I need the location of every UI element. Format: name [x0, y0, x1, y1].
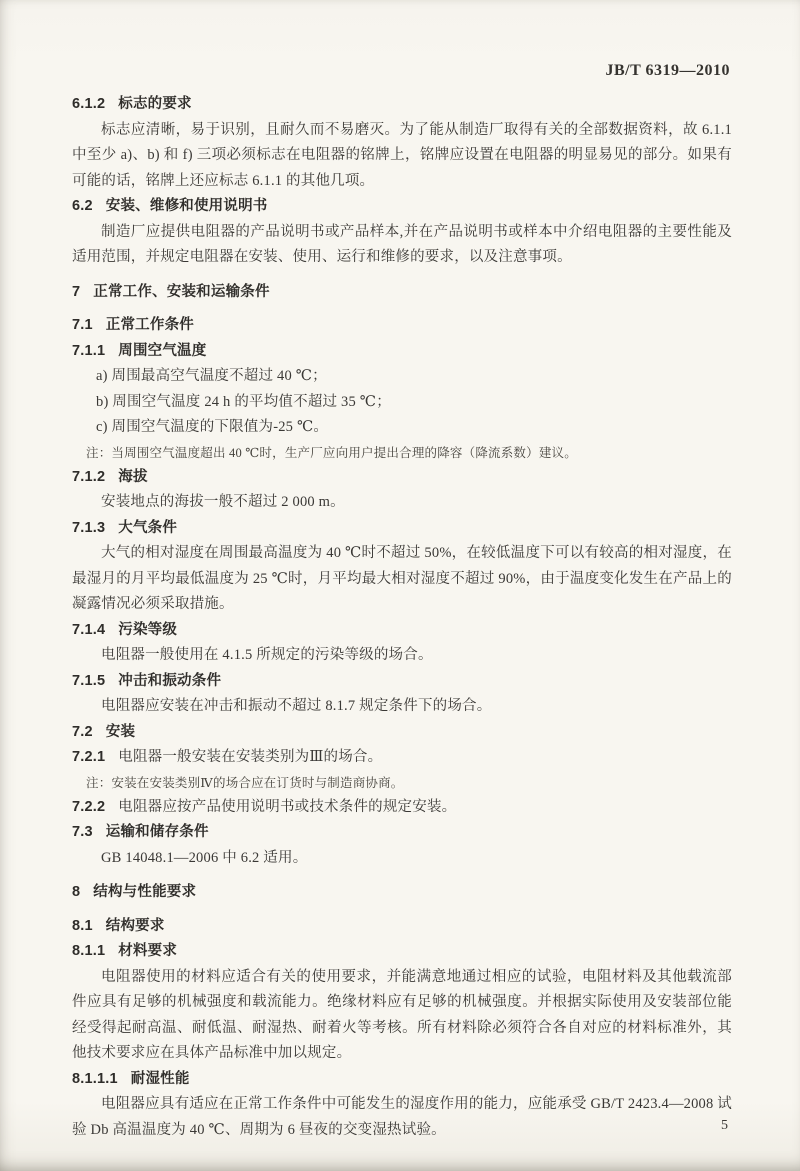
list-item: a) 周围最高空气温度不超过 40 ℃； [96, 368, 327, 384]
clause-number: 8.1.1.1 [72, 1070, 118, 1087]
clause-number: 8 [72, 884, 81, 900]
clause-title: 标志的要求 [118, 96, 192, 112]
clause-heading [72, 313, 732, 339]
clause-number: 7.1.1 [72, 342, 106, 359]
clause-title: 正常工作条件 [105, 317, 194, 333]
clause-title: 电阻器应按产品使用说明书或技术条件的规定安装。 [118, 798, 457, 815]
note: 注：当周围空气温度超出 40 ℃时，生产厂应向用户提出合理的降容（降流系数）建议。 [86, 445, 577, 460]
clause-heading [72, 1067, 732, 1093]
clause-number: 7.3 [72, 824, 93, 840]
clause-title: 电阻器一般安装在安装类别为Ⅲ的场合。 [118, 749, 383, 765]
paragraph: 大气的相对湿度在周围最高温度为 40 ℃时不超过 50%，在较低温度下可以有较高的相对湿度，在最湿月的月平均最低温度为 25 ℃时，月平均最大相对湿度不超过 90%，由于温度变化发生在产品上的凝露情况必须采取措施。 [72, 545, 732, 612]
clause-number: 7.1.3 [72, 519, 106, 536]
paragraph: 电阻器应具有适应在正常工作条件中可能发生的湿度作用的能力，应能承受 GB/T 2423.4—2008 试验 Db 高温温度为 40 ℃、周期为 6 昼夜的交变湿热试验。 [72, 1096, 732, 1138]
clause-number: 7.2.2 [72, 798, 106, 815]
clause-heading [72, 720, 732, 746]
clause-heading [72, 465, 732, 491]
document-content [72, 92, 732, 1143]
clause-number: 6.2 [72, 198, 93, 214]
paragraph: 标志应清晰，易于识别，且耐久而不易磨灭。为了能从制造厂取得有关的全部数据资料，故 6.1.1 中至少 a)、b) 和 f) 三项必须标志在电阻器的铭牌上，铭牌应设置在电阻器的明显易见的部分。如果有可能的话，铭牌上还应标志 6.1.1 的其他几项。 [72, 121, 732, 189]
chapter-heading [72, 280, 732, 306]
clause-heading [72, 92, 732, 118]
clause-title: 材料要求 [118, 943, 178, 959]
clause-paragraph [72, 795, 732, 821]
clause-title: 耐湿性能 [130, 1070, 190, 1087]
clause-title: 海拔 [118, 468, 148, 485]
clause-title: 冲击和振动条件 [118, 672, 222, 689]
page-number: 5 [721, 1118, 728, 1133]
paragraph: GB 14048.1—2006 中 6.2 适用。 [101, 849, 308, 866]
clause-title: 运输和储存条件 [105, 824, 209, 840]
chapter-heading [72, 880, 732, 906]
clause-title: 安装、维修和使用说明书 [105, 198, 268, 214]
paragraph: 电阻器使用的材料应适合有关的使用要求，并能满意地通过相应的试验，电阻材料及其他载流部件应具有足够的机械强度和载流能力。绝缘材料应有足够的机械强度。并根据实际使用及安装部位能经受得起耐高温、耐低温、耐湿热、耐着火等考核。所有材料除必须符合各自对应的材料标准外，其他技术要求应在具体产品标准中加以规定。 [72, 968, 732, 1061]
clause-heading [72, 939, 732, 965]
clause-number: 8.1 [72, 917, 93, 934]
clause-title: 结构要求 [105, 917, 165, 934]
clause-heading [72, 339, 732, 365]
clause-number: 6.1.2 [72, 96, 106, 112]
clause-heading [72, 669, 732, 695]
clause-heading [72, 516, 732, 542]
paragraph: 电阻器应安装在冲击和振动不超过 8.1.7 规定条件下的场合。 [101, 698, 492, 714]
clause-number: 7.1 [72, 317, 93, 333]
clause-heading [72, 914, 732, 940]
clause-number: 7 [72, 283, 81, 300]
list-item: b) 周围空气温度 24 h 的平均值不超过 35 ℃； [96, 393, 391, 410]
clause-heading [72, 194, 732, 220]
list-item: c) 周围空气温度的下限值为-25 ℃。 [96, 419, 329, 435]
clause-title: 安装 [105, 723, 136, 740]
clause-heading [72, 820, 732, 846]
clause-title: 正常工作、安装和运输条件 [93, 283, 270, 300]
clause-title: 大气条件 [118, 519, 178, 536]
standard-number-header: JB/T 6319—2010 [605, 62, 730, 79]
paragraph: 电阻器一般使用在 4.1.5 所规定的污染等级的场合。 [101, 647, 433, 663]
note: 注：安装在安装类别Ⅳ的场合应在订货时与制造商协商。 [86, 775, 404, 790]
clause-number: 7.1.5 [72, 672, 106, 689]
clause-number: 8.1.1 [72, 943, 106, 959]
paragraph: 安装地点的海拔一般不超过 2 000 m。 [101, 494, 345, 510]
clause-number: 7.2 [72, 723, 93, 740]
clause-title: 周围空气温度 [118, 342, 207, 359]
clause-title: 污染等级 [118, 621, 178, 638]
clause-number: 7.1.4 [72, 621, 106, 638]
paragraph: 制造厂应提供电阻器的产品说明书或产品样本,并在产品说明书或样本中介绍电阻器的主要性能及适用范围，并规定电阻器在安装、使用、运行和维修的要求，以及注意事项。 [72, 223, 732, 265]
clause-number: 7.2.1 [72, 749, 106, 765]
clause-paragraph [72, 745, 732, 771]
clause-title: 结构与性能要求 [93, 884, 197, 900]
clause-heading [72, 618, 732, 644]
clause-number: 7.1.2 [72, 468, 106, 485]
